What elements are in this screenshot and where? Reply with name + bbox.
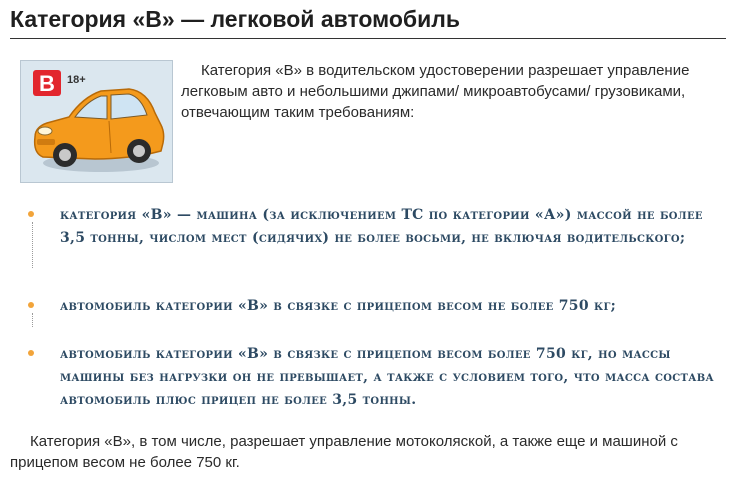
- bullet-icon: [28, 302, 34, 308]
- car-illustration: [21, 61, 174, 184]
- dotted-connector: [32, 313, 33, 327]
- intro-text: Категория «В» в водительском удостоверении разрешает управление легковым авто и небольшими джипами/ микроавтобусами/ грузовиками, отвечающим таким требованиям:: [181, 62, 690, 121]
- car-grille: [37, 139, 55, 145]
- page-title: Категория «В» — легковой автомобиль: [10, 6, 726, 39]
- car-rear-hub: [133, 145, 145, 157]
- intro-paragraph: [181, 60, 726, 123]
- age-label: 18+: [67, 74, 86, 86]
- dotted-connector: [32, 222, 33, 268]
- badge-letter: B: [39, 71, 55, 96]
- car-front-hub: [59, 149, 71, 161]
- list-item-text: категория «В» — машина (за исключением ТС по категории «А») массой не более 3,5 тонны, числом мест (сидячих) не более восьми, не включая водительского;: [60, 207, 703, 246]
- car-headlight: [38, 127, 52, 135]
- list-item-text: автомобиль категории «В» в связке с прицепом весом более 750 кг, но массы машины без нагрузки он не превышает, а также с условием того, что масса состава автомобиль плюс прицеп не более 3,5 тонны.: [60, 346, 714, 408]
- bullet-icon: [28, 350, 34, 356]
- bullet-icon: [28, 211, 34, 217]
- outro-text: Категория «В», в том числе, разрешает управление мотоколяской, а также еще и машиной с прицепом весом не более 750 кг.: [10, 433, 678, 471]
- list-item-text: автомобиль категории «В» в связке с прицепом весом не более 750 кг;: [60, 298, 617, 314]
- category-b-card-image: [20, 60, 173, 183]
- outro-paragraph: [10, 431, 728, 473]
